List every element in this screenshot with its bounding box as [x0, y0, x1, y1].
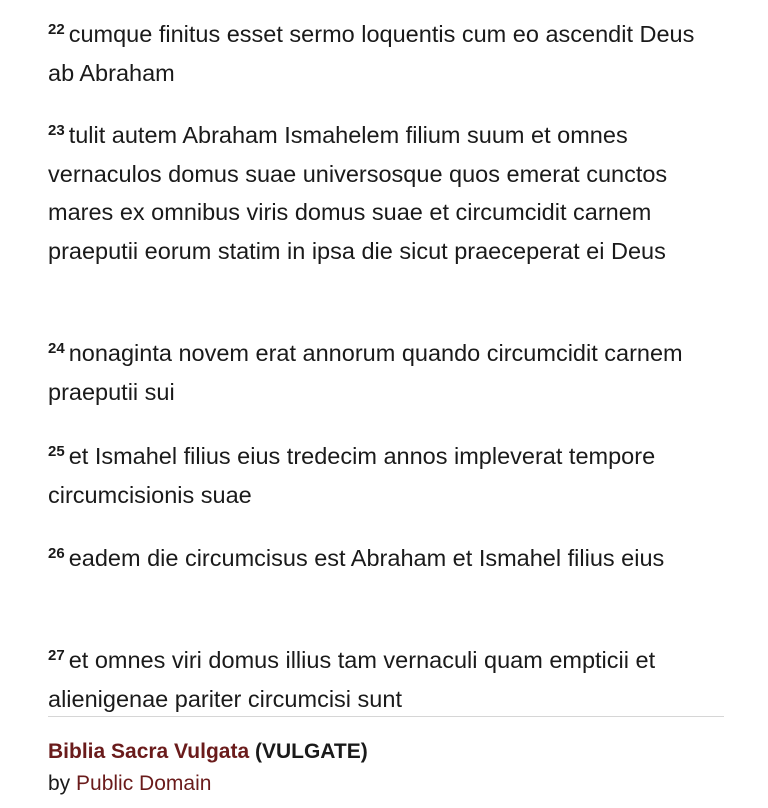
verse-text: eadem die circumcisus est Abraham et Ismahel filius eius — [68, 545, 665, 571]
verse-number: 23 — [48, 121, 65, 139]
verse-26 — [48, 539, 724, 578]
verse-22 — [48, 15, 724, 92]
verse-text: nonaginta novem erat annorum quando circumcidit carnem praeputii sui — [48, 340, 683, 405]
verse-number: 26 — [48, 544, 65, 562]
footer-divider — [48, 716, 724, 717]
verse-number: 22 — [48, 20, 65, 38]
verse-text: tulit autem Abraham Ismahelem filium suum et omnes vernaculos domus suae universosque quos emerat cunctos mares ex omnibus viris domus suae et circumcidit carnem praeputii eorum statim in ipsa die sicut praeceperat ei Deus — [48, 122, 668, 264]
verse-23 — [48, 116, 724, 270]
verse-27 — [48, 641, 724, 718]
verse-number: 27 — [48, 646, 65, 664]
by-label: by — [48, 772, 71, 795]
verse-number: 24 — [48, 339, 65, 357]
verse-24 — [48, 334, 724, 411]
bible-version-link[interactable]: Biblia Sacra Vulgata — [48, 740, 250, 763]
verse-text: cumque finitus esset sermo loquentis cum eo ascendit Deus ab Abraham — [48, 21, 695, 86]
verse-25 — [48, 437, 724, 514]
publisher-line — [48, 768, 724, 800]
publisher-link[interactable]: Public Domain — [76, 772, 212, 795]
version-abbreviation: (VULGATE) — [254, 740, 368, 763]
verse-text: et Ismahel filius eius tredecim annos impleverat tempore circumcisionis suae — [48, 443, 656, 508]
verse-text: et omnes viri domus illius tam vernaculi quam empticii et alienigenae pariter circumcisi sunt — [48, 647, 656, 712]
bible-version-line — [48, 736, 724, 768]
copyright-footer — [48, 736, 724, 800]
verse-number: 25 — [48, 442, 65, 460]
